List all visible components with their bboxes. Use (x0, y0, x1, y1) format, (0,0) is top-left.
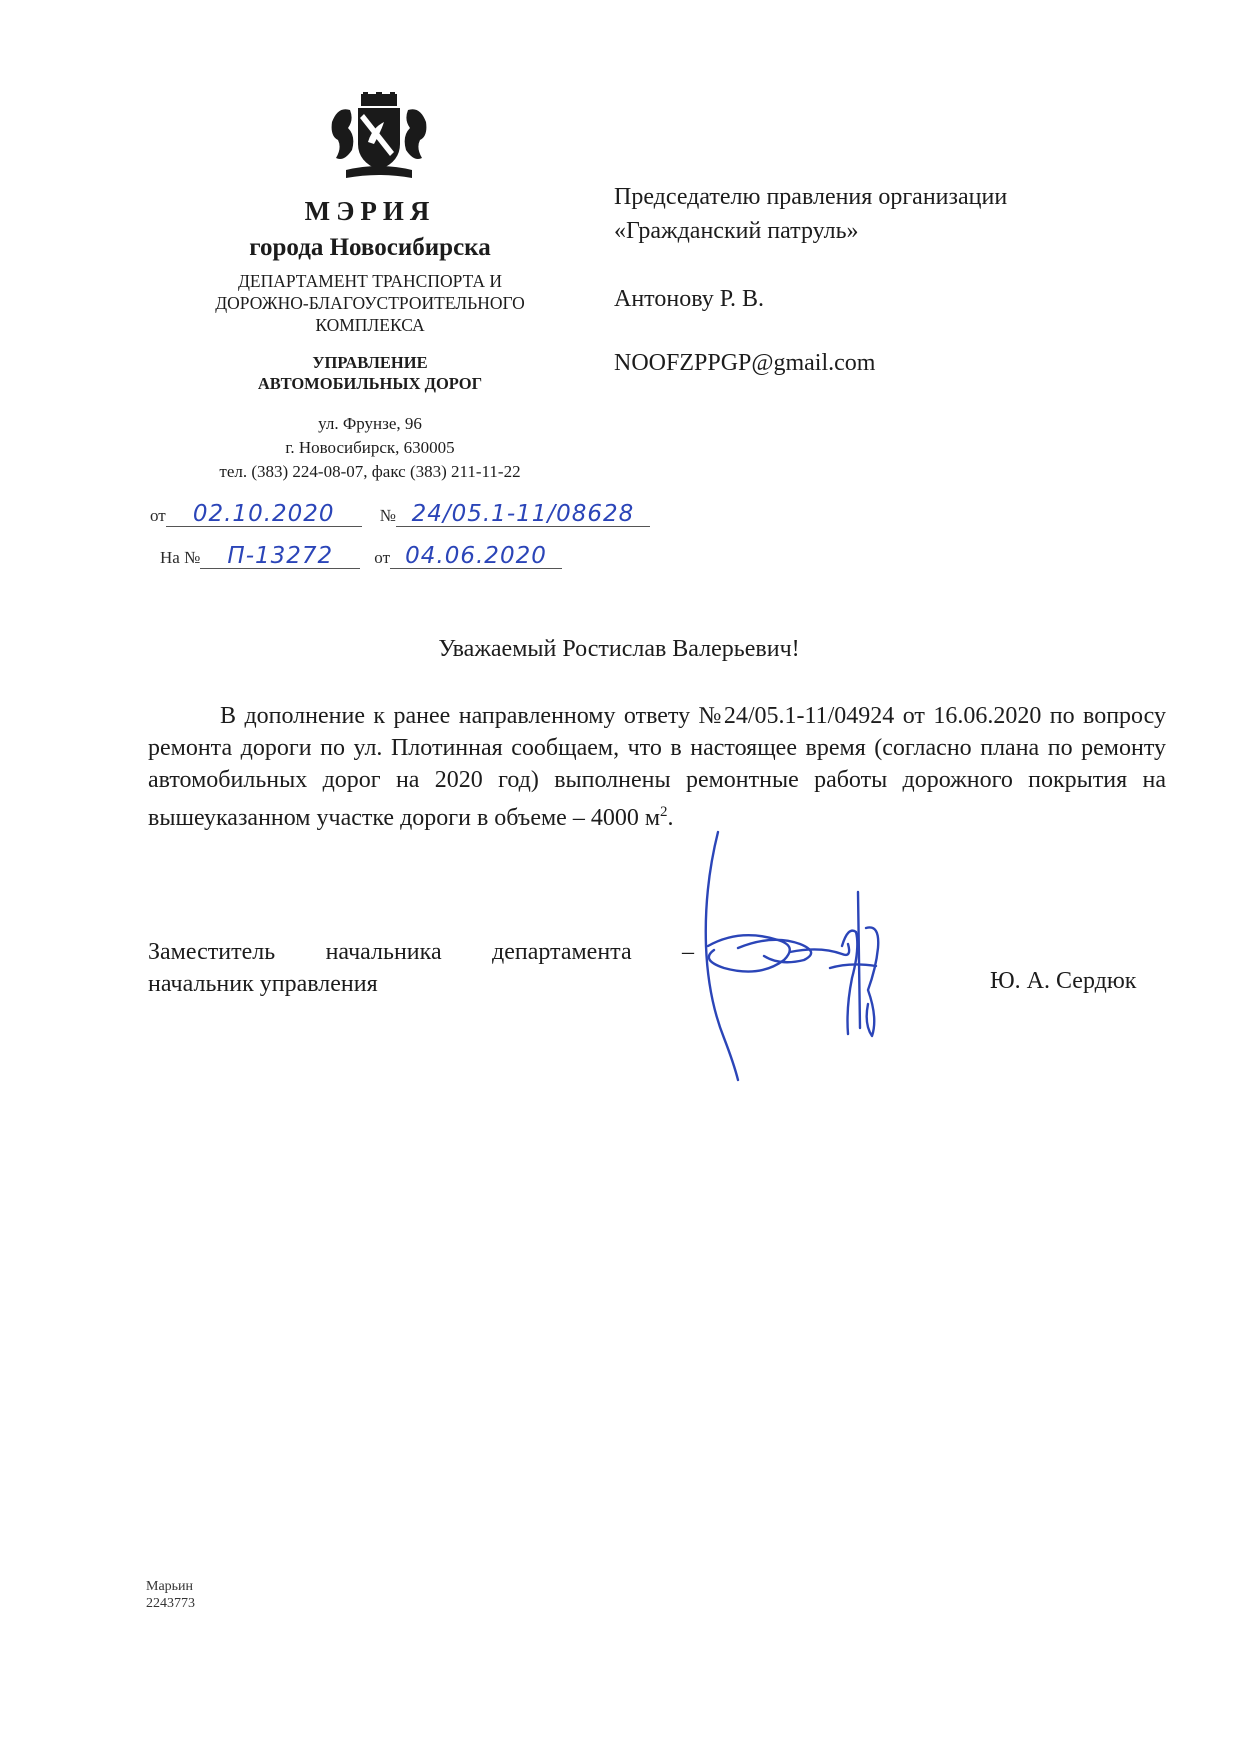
executor-info (146, 1578, 195, 1612)
department-line: ДЕПАРТАМЕНТ ТРАНСПОРТА И (237, 271, 503, 291)
addressee-position: Председателю правления организации (614, 184, 1008, 210)
handwritten-signature-icon (680, 828, 930, 1088)
org-address (140, 412, 600, 484)
ref-number: П-13272 (200, 544, 360, 569)
coat-of-arms-icon (328, 92, 430, 184)
executor-phone: 2243773 (146, 1596, 195, 1611)
signer-name: Ю. А. Сердюк (990, 968, 1137, 994)
management-name (140, 352, 600, 394)
executor-name: Марьин (146, 1579, 194, 1594)
reference-line (160, 544, 562, 569)
ref-from-label: от (374, 548, 391, 567)
department-name (140, 270, 600, 336)
salutation: Уважаемый Ростислав Валерьевич! (438, 636, 800, 662)
body-end: . (667, 805, 674, 831)
ref-label: На № (160, 548, 201, 567)
addressee-name: Антонову Р. В. (614, 286, 765, 312)
org-title: МЭРИЯ (304, 196, 436, 226)
number-label: № (379, 506, 396, 525)
signer-position (148, 936, 694, 1000)
address-phone: тел. (383) 224-08-07, факс (383) 211-11-22 (219, 462, 521, 481)
body-text: В дополнение к ранее направленному ответу №24/05.1-11/04924 от 16.06.2020 по вопросу ремонта дороги по ул. Плотинная сообщаем, что в настоящее время (согласно плана по ремонту автомобильных дорог на 2020 год) выполнены ремонтные работы дорожного покрытия на вышеуказанном участке дороги в объеме – 4000 м (148, 703, 1166, 831)
registration-line (150, 502, 650, 527)
address-city: г. Новосибирск, 630005 (285, 438, 455, 457)
body-superscript: 2 (660, 804, 668, 820)
signer-position-line1: Заместитель начальника департамента – (148, 939, 694, 965)
letter-body (148, 700, 1166, 834)
registration-number: 24/05.1-11/08628 (396, 502, 650, 527)
management-line: АВТОМОБИЛЬНЫХ ДОРОГ (257, 374, 483, 393)
addressee-email: NOOFZPPGP@gmail.com (614, 350, 876, 376)
from-label: от (150, 506, 166, 525)
address-street: ул. Фрунзе, 96 (318, 414, 422, 433)
registration-date: 02.10.2020 (166, 502, 362, 527)
management-line: УПРАВЛЕНИЕ (312, 353, 428, 372)
department-line: КОМПЛЕКСА (315, 315, 425, 335)
addressee-organization: «Гражданский патруль» (614, 218, 859, 244)
department-line: ДОРОЖНО-БЛАГОУСТРОИТЕЛЬНОГО (215, 293, 525, 313)
city-name: города Новосибирска (249, 234, 491, 261)
signer-position-line2: начальник управления (148, 971, 378, 997)
ref-date: 04.06.2020 (390, 544, 562, 569)
